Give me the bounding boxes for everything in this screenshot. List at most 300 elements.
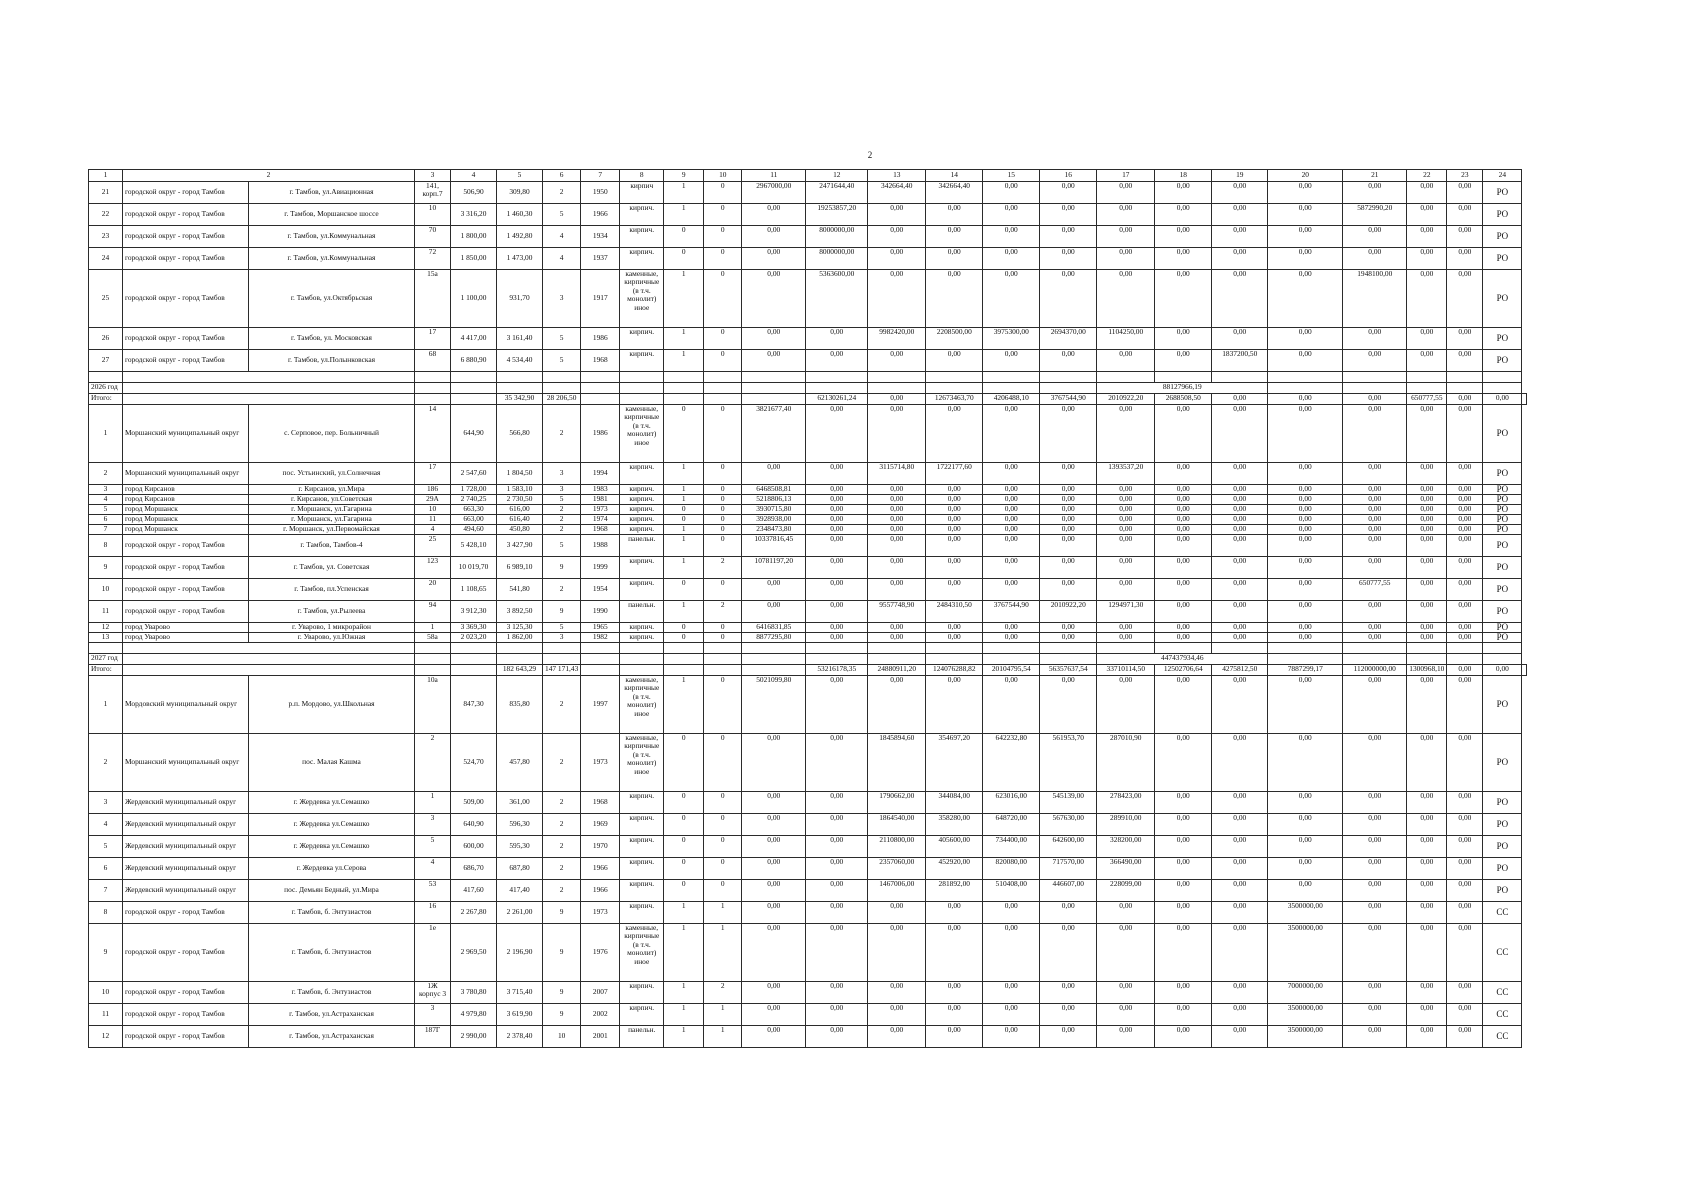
col-15: 0,00 [983,226,1040,248]
year-built: 1988 [581,535,620,557]
empty-cell [497,643,543,654]
row-number: 3 [89,485,123,495]
col-17: 0,00 [1097,505,1155,515]
wall-material: кирпич. [620,880,664,902]
living-area: 3 427,90 [497,535,543,557]
col-14: 0,00 [926,535,983,557]
wall-material: кирпич. [620,350,664,372]
empty-cell [123,654,415,665]
row-number: 10 [89,579,123,601]
empty-cell [806,372,868,383]
empty-cell [1097,372,1155,383]
total-area: 1 100,00 [451,270,497,328]
street-address: г. Кирсанов, ул.Советская [249,495,415,505]
floors: 2 [543,858,581,880]
house-number: 123 [415,557,451,579]
col-13: 0,00 [868,505,926,515]
house-number: 70 [415,226,451,248]
col-12: 0,00 [806,734,868,792]
row-number: 8 [89,535,123,557]
table-row [89,676,1527,734]
table-row [89,880,1527,902]
total-area: 3 316,20 [451,204,497,226]
total-area: 1 108,65 [451,579,497,601]
subtotal-col-23: 0,00 [1483,394,1522,405]
col-21: 0,00 [1343,623,1407,633]
municipality: Мордовский муниципальный округ [123,676,249,734]
col-11: 10781197,20 [742,557,806,579]
col-18: 0,00 [1155,405,1212,463]
col-13: 0,00 [868,902,926,924]
empty-cell [581,643,620,654]
municipality: Моршанский муниципальный округ [123,405,249,463]
subtotal-floors [581,394,620,405]
empty-cell [1343,372,1407,383]
col-10: 0 [704,836,742,858]
col-15: 0,00 [983,676,1040,734]
col-15: 642232,80 [983,734,1040,792]
col-22: 0,00 [1407,734,1447,792]
col-14: 0,00 [926,495,983,505]
col-17: 0,00 [1097,204,1155,226]
col-13: 0,00 [868,623,926,633]
col-13: 3115714,80 [868,463,926,485]
empty-cell [543,383,581,394]
empty-cell [620,643,664,654]
floors: 9 [543,902,581,924]
col-9: 0 [664,633,704,643]
column-number: 22 [1407,170,1447,182]
col-11: 2348473,80 [742,525,806,535]
subtotal-label: Итого: [89,394,123,405]
col-17: 0,00 [1097,924,1155,982]
col-14: 452920,00 [926,858,983,880]
empty-cell [704,383,742,394]
col-23: 0,00 [1447,902,1483,924]
house-number: 186 [415,485,451,495]
col-14: 0,00 [926,1026,983,1048]
wall-material: кирпич. [620,792,664,814]
col-21: 0,00 [1343,463,1407,485]
year-built: 1917 [581,270,620,328]
col-22: 0,00 [1407,505,1447,515]
street-address: г. Тамбов, б. Энтузиастов [249,902,415,924]
col-12: 0,00 [806,924,868,982]
col-20: 0,00 [1268,676,1343,734]
col-22: 0,00 [1407,1004,1447,1026]
col-14: 344084,00 [926,792,983,814]
empty-cell [664,383,704,394]
house-number: 4 [415,858,451,880]
municipality: городской округ - город Тамбов [123,902,249,924]
program-code: РО [1483,633,1522,643]
col-11: 3930715,80 [742,505,806,515]
living-area: 3 619,90 [497,1004,543,1026]
col-18: 0,00 [1155,836,1212,858]
col-23: 0,00 [1447,924,1483,982]
municipality: городской округ - город Тамбов [123,601,249,623]
col-10: 0 [704,270,742,328]
house-number: 16 [415,902,451,924]
wall-material: кирпич. [620,463,664,485]
year-built: 1982 [581,633,620,643]
wall-material: кирпич. [620,579,664,601]
col-21: 0,00 [1343,505,1407,515]
col-15: 0,00 [983,623,1040,633]
col-17: 0,00 [1097,525,1155,535]
col-9: 0 [664,505,704,515]
house-number: 3 [415,1004,451,1026]
col-21: 0,00 [1343,734,1407,792]
empty-cell [415,643,451,654]
street-address: г. Уварово, 1 микрорайон [249,623,415,633]
program-code: РО [1483,734,1522,792]
table-row [89,485,1527,495]
subtotal-col-19: 7887299,17 [1268,665,1343,676]
col-17: 366490,00 [1097,858,1155,880]
col-21: 650777,55 [1343,579,1407,601]
floors: 2 [543,792,581,814]
col-23: 0,00 [1447,515,1483,525]
street-address: г. Тамбов, ул.Рылеева [249,601,415,623]
col-17: 278423,00 [1097,792,1155,814]
col-20: 0,00 [1268,814,1343,836]
col-9: 0 [664,734,704,792]
subtotal-col-14: 4206488,10 [983,394,1040,405]
col-13: 0,00 [868,495,926,505]
table-row [89,902,1527,924]
col-14: 0,00 [926,579,983,601]
col-16: 0,00 [1040,623,1097,633]
floors: 9 [543,557,581,579]
page-number: 2 [867,150,873,160]
empty-cell [1268,654,1343,665]
col-17: 0,00 [1097,495,1155,505]
col-18: 0,00 [1155,505,1212,515]
col-22: 0,00 [1407,182,1447,204]
empty-cell [497,372,543,383]
floors: 3 [543,463,581,485]
col-18: 0,00 [1155,350,1212,372]
col-12: 0,00 [806,676,868,734]
col-14: 0,00 [926,623,983,633]
col-13: 0,00 [868,204,926,226]
year-built: 1973 [581,902,620,924]
column-number: 7 [581,170,620,182]
row-number: 25 [89,270,123,328]
total-area: 663,30 [451,505,497,515]
year-built: 1968 [581,525,620,535]
row-number: 21 [89,182,123,204]
col-10: 0 [704,623,742,633]
col-13: 0,00 [868,924,926,982]
subtotal-program-code [1522,665,1527,676]
year-built: 1981 [581,495,620,505]
col-10: 0 [704,204,742,226]
table-row [89,557,1527,579]
col-15: 0,00 [983,924,1040,982]
col-23: 0,00 [1447,495,1483,505]
floors: 4 [543,248,581,270]
program-code: РО [1483,814,1522,836]
col-19: 0,00 [1212,1004,1268,1026]
living-area: 361,00 [497,792,543,814]
col-13: 0,00 [868,226,926,248]
program-code: РО [1483,535,1522,557]
column-number: 10 [704,170,742,182]
empty-cell [123,372,415,383]
living-area: 3 125,30 [497,623,543,633]
empty-cell [1268,643,1343,654]
empty-cell [89,643,123,654]
col-20: 0,00 [1268,463,1343,485]
col-10: 0 [704,515,742,525]
col-16: 0,00 [1040,579,1097,601]
col-21: 0,00 [1343,1026,1407,1048]
col-16: 567630,00 [1040,814,1097,836]
table-row [89,1004,1527,1026]
col-16: 0,00 [1040,535,1097,557]
col-10: 0 [704,463,742,485]
col-11: 6468508,81 [742,485,806,495]
municipality: городской округ - город Тамбов [123,226,249,248]
col-14: 0,00 [926,350,983,372]
col-21: 1948100,00 [1343,270,1407,328]
col-12: 2471644,40 [806,182,868,204]
col-17: 0,00 [1097,676,1155,734]
col-9: 0 [664,405,704,463]
subtotal-wall-material [664,394,704,405]
col-12: 0,00 [806,328,868,350]
col-19: 0,00 [1212,525,1268,535]
col-14: 0,00 [926,226,983,248]
col-20: 7000000,00 [1268,982,1343,1004]
col-17: 228099,00 [1097,880,1155,902]
living-area: 595,30 [497,836,543,858]
empty-cell [415,383,451,394]
col-15: 0,00 [983,535,1040,557]
col-19: 0,00 [1212,557,1268,579]
municipality: город Уварово [123,623,249,633]
subtotal-col-13: 124076288,82 [926,665,983,676]
col-12: 0,00 [806,515,868,525]
row-number: 3 [89,792,123,814]
col-15: 0,00 [983,270,1040,328]
wall-material: кирпич. [620,836,664,858]
program-code: РО [1483,463,1522,485]
empty-cell [581,383,620,394]
col-12: 0,00 [806,633,868,643]
floors: 5 [543,204,581,226]
col-15: 0,00 [983,579,1040,601]
empty-cell [1097,643,1155,654]
col-16: 0,00 [1040,505,1097,515]
empty-cell [1447,654,1483,665]
subtotal-col-22: 0,00 [1447,394,1483,405]
empty-cell [415,372,451,383]
col-18: 0,00 [1155,226,1212,248]
row-number: 23 [89,226,123,248]
col-13: 2357060,00 [868,858,926,880]
col-15: 3975300,00 [983,328,1040,350]
house-number: 1Ж корпус 3 [415,982,451,1004]
col-10: 0 [704,880,742,902]
col-17: 328200,00 [1097,836,1155,858]
house-number: 20 [415,579,451,601]
municipality: Жердевский муниципальный округ [123,880,249,902]
house-number: 72 [415,248,451,270]
col-19: 0,00 [1212,676,1268,734]
col-17: 0,00 [1097,1026,1155,1048]
col-12: 0,00 [806,902,868,924]
row-number: 8 [89,902,123,924]
col-19: 0,00 [1212,902,1268,924]
col-11: 3821677,40 [742,405,806,463]
col-16: 0,00 [1040,1026,1097,1048]
col-11: 0,00 [742,226,806,248]
floors: 5 [543,535,581,557]
col-13: 0,00 [868,535,926,557]
col-12: 0,00 [806,792,868,814]
year-built: 1970 [581,836,620,858]
subtotal-year-built [620,394,664,405]
col-20: 0,00 [1268,601,1343,623]
living-area: 687,80 [497,858,543,880]
empty-cell [1407,372,1447,383]
row-number: 4 [89,814,123,836]
col-9: 0 [664,515,704,525]
col-20: 3500000,00 [1268,924,1343,982]
row-number: 5 [89,836,123,858]
street-address: г. Тамбов, ул.Авиационная [249,182,415,204]
col-19: 0,00 [1212,623,1268,633]
col-13: 1864540,00 [868,814,926,836]
col-22: 0,00 [1407,633,1447,643]
col-19: 0,00 [1212,405,1268,463]
col-14: 405600,00 [926,836,983,858]
col-18: 0,00 [1155,515,1212,525]
program-code: РО [1483,601,1522,623]
col-22: 0,00 [1407,557,1447,579]
col-23: 0,00 [1447,814,1483,836]
table-row [89,814,1527,836]
col-10: 0 [704,485,742,495]
col-17: 0,00 [1097,405,1155,463]
col-21: 0,00 [1343,535,1407,557]
empty-cell [1483,654,1522,665]
spacer-row [89,643,1527,654]
living-area: 6 989,10 [497,557,543,579]
empty-cell [983,383,1040,394]
street-address: г. Жердевка ул.Семашко [249,792,415,814]
total-area: 2 740,25 [451,495,497,505]
subtotal-col-10 [742,665,806,676]
col-23: 0,00 [1447,525,1483,535]
living-area: 309,80 [497,182,543,204]
col-10: 2 [704,557,742,579]
col-20: 0,00 [1268,350,1343,372]
col-14: 0,00 [926,204,983,226]
row-number: 13 [89,633,123,643]
subtotal-street-address [415,394,451,405]
col-9: 0 [664,814,704,836]
program-code: РО [1483,248,1522,270]
col-13: 1467006,00 [868,880,926,902]
col-20: 0,00 [1268,485,1343,495]
col-16: 2694370,00 [1040,328,1097,350]
program-code: РО [1483,836,1522,858]
municipality: Жердевский муниципальный округ [123,836,249,858]
col-15: 0,00 [983,485,1040,495]
col-11: 0,00 [742,463,806,485]
col-22: 0,00 [1407,623,1447,633]
row-number: 6 [89,858,123,880]
program-code: СС [1483,982,1522,1004]
col-20: 0,00 [1268,328,1343,350]
subtotal-col-21: 1300968,10 [1407,665,1447,676]
living-area: 417,40 [497,880,543,902]
total-area: 417,60 [451,880,497,902]
municipality: городской округ - город Тамбов [123,557,249,579]
col-13: 0,00 [868,515,926,525]
total-area: 600,00 [451,836,497,858]
col-17: 0,00 [1097,248,1155,270]
total-area: 3 369,30 [451,623,497,633]
col-20: 0,00 [1268,515,1343,525]
program-code: РО [1483,405,1522,463]
empty-cell [1407,654,1447,665]
floors: 2 [543,182,581,204]
col-20: 0,00 [1268,858,1343,880]
col-14: 0,00 [926,676,983,734]
col-16: 0,00 [1040,557,1097,579]
row-number: 11 [89,1004,123,1026]
col-21: 0,00 [1343,350,1407,372]
column-number: 18 [1155,170,1212,182]
col-12: 0,00 [806,485,868,495]
col-13: 9557748,90 [868,601,926,623]
year-header-row [89,654,1527,665]
col-18: 0,00 [1155,734,1212,792]
subtotal-house-number [451,665,497,676]
col-15: 0,00 [983,982,1040,1004]
subtotal-col-12: 0,00 [868,394,926,405]
house-number: 15а [415,270,451,328]
col-9: 1 [664,601,704,623]
col-12: 5363600,00 [806,270,868,328]
street-address: г. Тамбов, б. Энтузиастов [249,982,415,1004]
col-19: 0,00 [1212,792,1268,814]
total-area: 2 547,60 [451,463,497,485]
subtotal-col-16: 33710114,50 [1097,665,1155,676]
col-23: 0,00 [1447,601,1483,623]
col-16: 0,00 [1040,676,1097,734]
col-15: 0,00 [983,505,1040,515]
living-area: 2 196,90 [497,924,543,982]
col-19: 1837200,50 [1212,350,1268,372]
total-area: 847,30 [451,676,497,734]
col-18: 0,00 [1155,579,1212,601]
col-9: 1 [664,902,704,924]
col-11: 0,00 [742,792,806,814]
column-number: 9 [664,170,704,182]
col-10: 0 [704,182,742,204]
empty-cell [1447,643,1483,654]
wall-material: каменные, кирпичные (в т.ч. монолит) иное [620,924,664,982]
wall-material: кирпич [620,182,664,204]
house-number: 2 [415,734,451,792]
col-20: 3500000,00 [1268,1004,1343,1026]
